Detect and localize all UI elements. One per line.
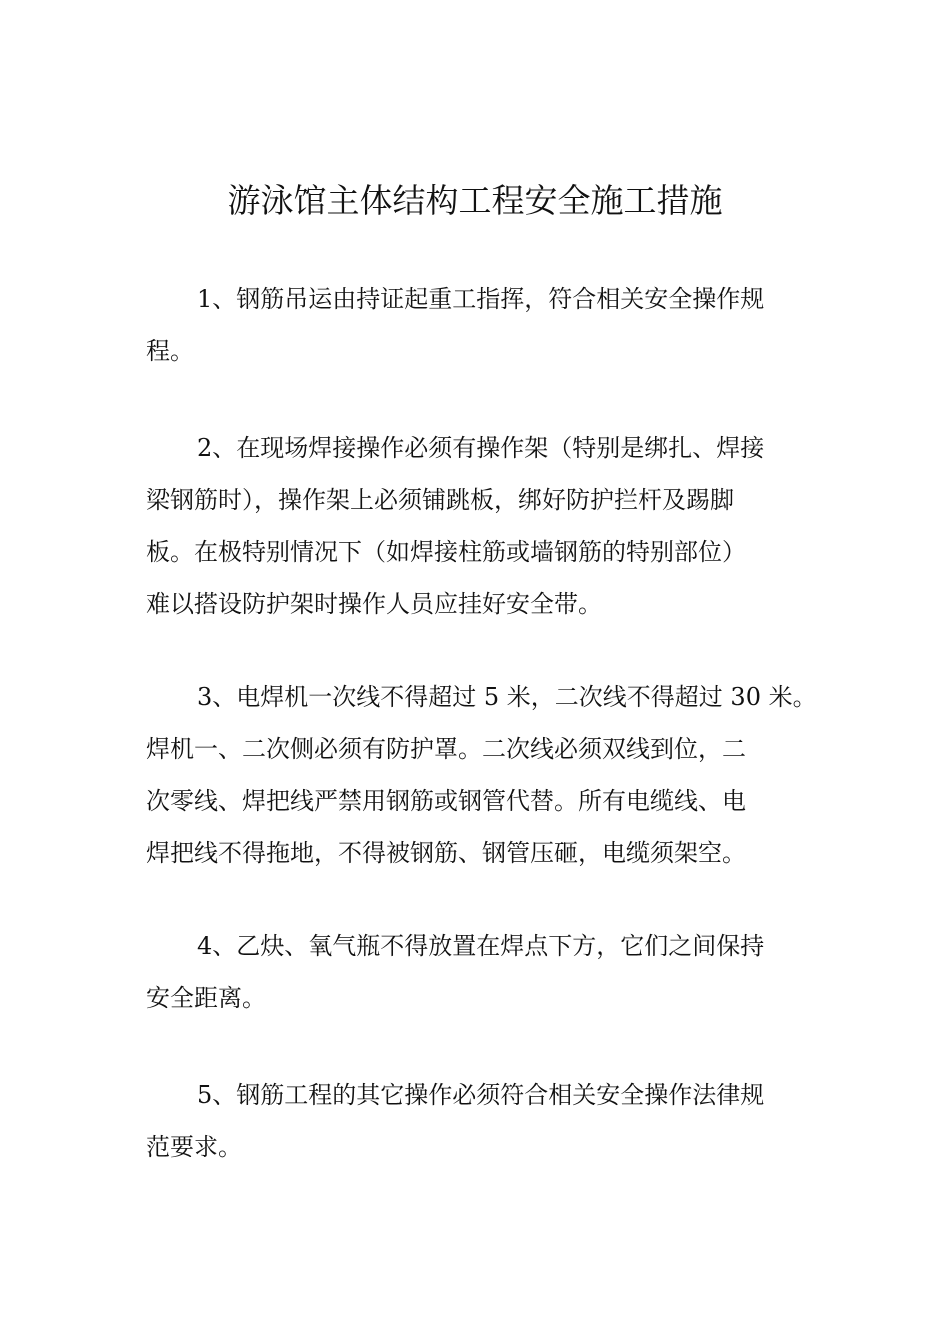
- paragraph-line: 板。在极特别情况下（如焊接柱筋或墙钢筋的特别部位）: [146, 538, 746, 566]
- paragraph-line: 程。: [146, 337, 194, 365]
- paragraph-2: [146, 422, 826, 630]
- paragraph-line: 4、乙炔、氧气瓶不得放置在焊点下方，它们之间保持: [197, 932, 765, 960]
- paragraph-3: [146, 671, 826, 879]
- paragraph-line: 安全距离。: [146, 984, 266, 1012]
- paragraph-1: [146, 273, 826, 377]
- paragraph-5: [146, 1069, 826, 1173]
- paragraph-line: 梁钢筋时），操作架上必须铺跳板，绑好防护拦杆及踢脚: [146, 486, 734, 514]
- paragraph-line: 范要求。: [146, 1133, 242, 1161]
- paragraph-line: 难以搭设防护架时操作人员应挂好安全带。: [146, 590, 602, 618]
- paragraph-line: 2、在现场焊接操作必须有操作架（特别是绑扎、焊接: [197, 434, 765, 462]
- paragraph-line: 5、钢筋工程的其它操作必须符合相关安全操作法律规: [197, 1081, 765, 1109]
- paragraph-line: 焊机一、二次侧必须有防护罩。二次线必须双线到位，二: [146, 735, 746, 763]
- document-title: 游泳馆主体结构工程安全施工措施: [227, 181, 723, 220]
- paragraph-line: 焊把线不得拖地，不得被钢筋、钢管压砸，电缆须架空。: [146, 839, 746, 867]
- paragraph-line: 3、电焊机一次线不得超过 5 米，二次线不得超过 30 米。: [197, 683, 817, 711]
- paragraph-4: [146, 920, 826, 1024]
- paragraph-line: 1、钢筋吊运由持证起重工指挥，符合相关安全操作规: [197, 285, 765, 313]
- paragraph-line: 次零线、焊把线严禁用钢筋或钢管代替。所有电缆线、电: [146, 787, 746, 815]
